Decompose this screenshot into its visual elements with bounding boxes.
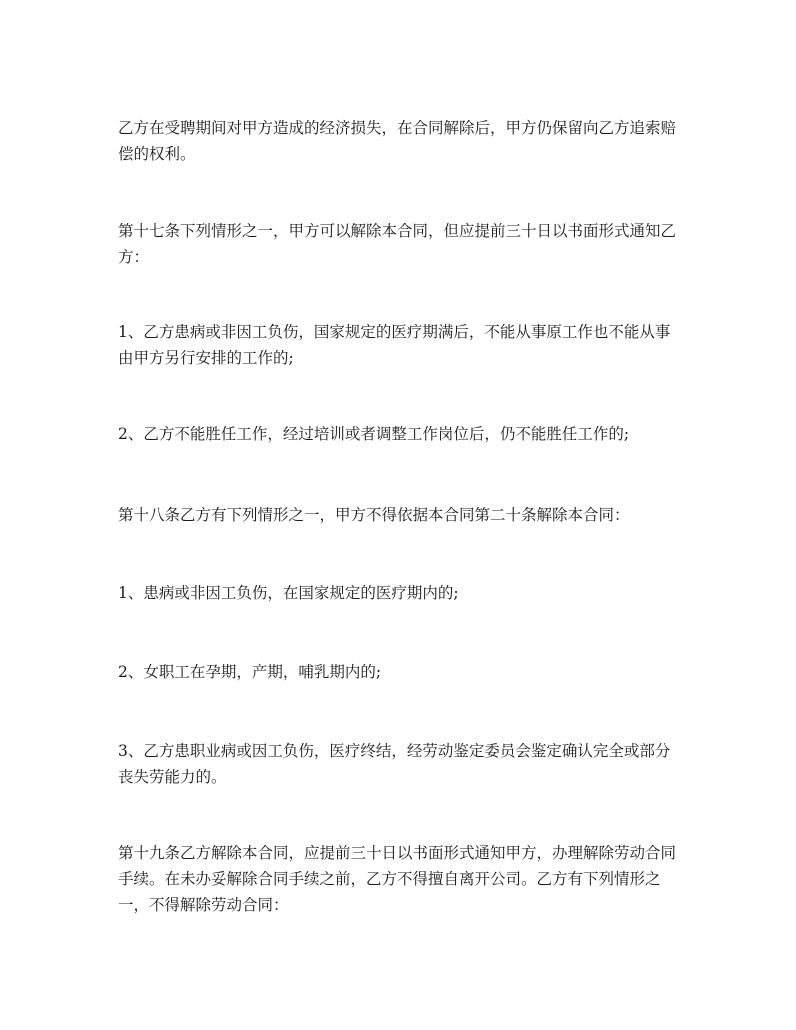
- paragraph-compensation-rights: 乙方在受聘期间对甲方造成的经济损失，在合同解除后，甲方仍保留向乙方追索赔偿的权利。: [118, 119, 677, 163]
- paragraph-article-18: 第十八条乙方有下列情形之一，甲方不得依据本合同第二十条解除本合同：: [118, 506, 630, 524]
- paragraph-article-17: 第十七条下列情形之一，甲方可以解除本合同，但应提前三十日以书面形式通知乙方：: [118, 222, 677, 266]
- paragraph-article-17-item-2: 2、乙方不能胜任工作，经过培训或者调整工作岗位后，仍不能胜任工作的;: [118, 425, 630, 443]
- paragraph-article-18-item-2: 2、女职工在孕期，产期，哺乳期内的;: [118, 663, 382, 681]
- paragraph-article-18-item-3: 3、乙方患职业病或因工负伤，医疗终结，经劳动鉴定委员会鉴定确认完全或部分丧失劳能力的。: [118, 742, 671, 786]
- paragraph-article-18-item-1: 1、患病或非因工负伤，在国家规定的医疗期内的;: [118, 584, 459, 602]
- paragraph-article-19: 第十九条乙方解除本合同，应提前三十日以书面形式通知甲方，办理解除劳动合同手续。在未办妥解除合同手续之前，乙方不得擅自离开公司。乙方有下列情形之一，不得解除劳动合同：: [118, 844, 677, 914]
- paragraph-article-17-item-1: 1、乙方患病或非因工负伤，国家规定的医疗期满后，不能从事原工作也不能从事由甲方另行安排的工作的;: [118, 323, 671, 367]
